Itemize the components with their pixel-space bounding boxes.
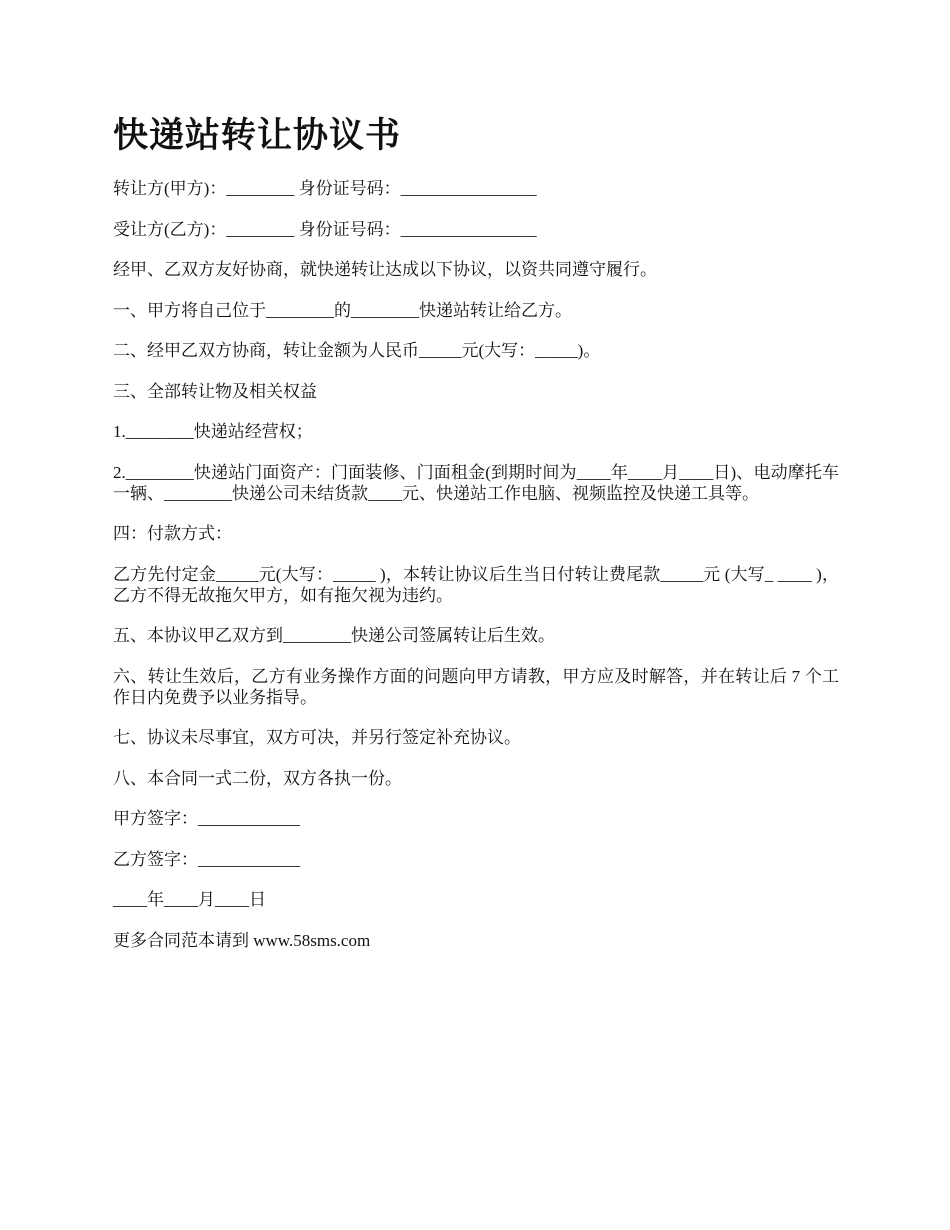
document-body bbox=[113, 178, 839, 970]
party-a-signature-line: 甲方签字：____________ bbox=[113, 809, 300, 828]
party-b-line: 受让方(乙方)：________ 身份证号码：________________ bbox=[113, 219, 537, 239]
party-b-signature-line: 乙方签字：____________ bbox=[113, 849, 300, 869]
clause-6: 六、转让生效后，乙方有业务操作方面的问题向甲方请教，甲方应及时解答，并在转让后 7 个工作日内免费予以业务指导。 bbox=[113, 666, 839, 707]
date-line: ____年____月____日 bbox=[113, 890, 266, 909]
clause-3-heading: 三、全部转让物及相关权益 bbox=[113, 381, 317, 401]
footer-note: 更多合同范本请到 www.58sms.com bbox=[113, 930, 371, 950]
clause-3-item-1: 1.________快递站经营权； bbox=[113, 422, 313, 441]
preamble-paragraph: 经甲、乙双方友好协商，就快递转让达成以下协议，以资共同遵守履行。 bbox=[113, 260, 657, 279]
payment-terms-paragraph: 乙方先付定金_____元(大写：_____ )，本转让协议后生当日付转让费尾款_____元 (大写_ ____ )，乙方不得无故拖欠甲方，如有拖欠视为违约。 bbox=[113, 564, 839, 605]
clause-3-item-2: 2.________快递站门面资产：门面装修、门面租金(到期时间为____年____月____日)、电动摩托车一辆、________快递公司未结货款____元、快递站工作电脑、视频监控及快递工具等。 bbox=[113, 462, 839, 503]
clause-5: 五、本协议甲乙双方到________快递公司签属转让后生效。 bbox=[113, 626, 555, 645]
clause-4-heading: 四：付款方式： bbox=[113, 524, 232, 543]
clause-8: 八、本合同一式二份，双方各执一份。 bbox=[113, 768, 402, 788]
clause-1: 一、甲方将自己位于________的________快递站转让给乙方。 bbox=[113, 300, 572, 320]
clause-7: 七、协议未尽事宜，双方可决，并另行签定补充协议。 bbox=[113, 728, 521, 747]
party-a-line: 转让方(甲方)：________ 身份证号码：________________ bbox=[113, 179, 537, 198]
clause-2: 二、经甲乙双方协商，转让金额为人民币_____元(大写：_____)。 bbox=[113, 341, 601, 360]
document-title: 快递站转让协议书 bbox=[113, 116, 402, 155]
